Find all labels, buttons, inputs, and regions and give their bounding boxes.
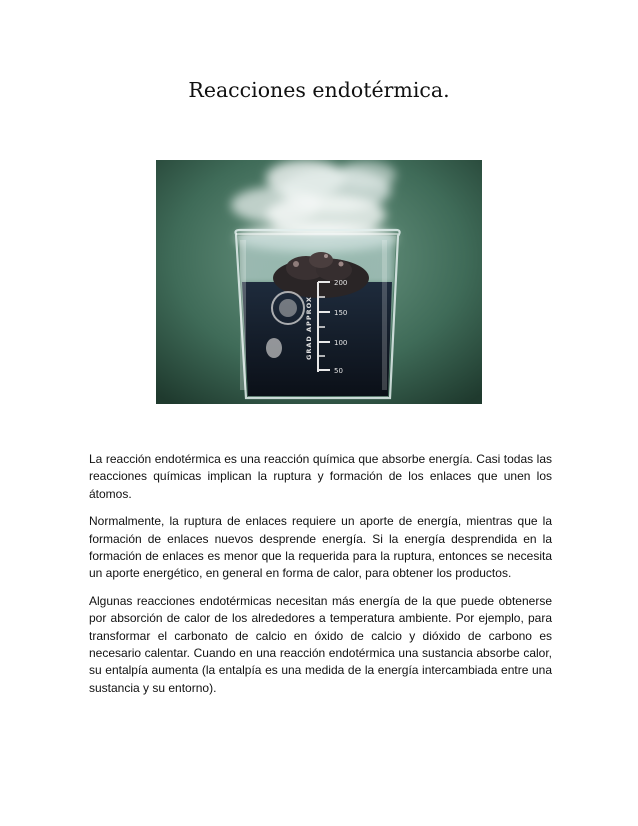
body-text [89,451,552,707]
grad-approx-label: GRAD APPROX [305,296,313,360]
beaker-photo [156,160,482,404]
document-title: Reacciones endotérmica. [188,78,450,102]
paragraph-2: Normalmente, la ruptura de enlaces requiere un aporte de energía, mientras que la formación de enlaces nuevos desprende energía. Si la energía desprendida en la formación de enlaces es menor que la requerida para la ruptura, entonces se necesita un aporte energético, en general en forma de calor, para obtener los productos. [89,514,552,581]
paragraph-3: Algunas reacciones endotérmicas necesitan más energía de la que puede obtenerse por absorción de calor de los alrededores a temperatura ambiente. Por ejemplo, para transformar el carbonato de calcio en óxido de calcio y dióxido de carbono es necesario calentar. Cuando en una reacción endotérmica una sustancia absorbe calor, su entalpía aumenta (la entalpía es una medida de la energía intercambiada entre una sustancia y su entorno). [89,593,552,695]
beaker-illustration [156,160,482,404]
grad-mark-100: 100 [334,339,348,347]
grad-mark-50: 50 [334,367,343,375]
grad-mark-200: 200 [334,279,348,287]
paragraph-1: La reacción endotérmica es una reacción química que absorbe energía. Casi todas las reacciones químicas implican la ruptura y formación de los enlaces que unen los átomos. [89,452,552,501]
grad-mark-150: 150 [334,309,348,317]
